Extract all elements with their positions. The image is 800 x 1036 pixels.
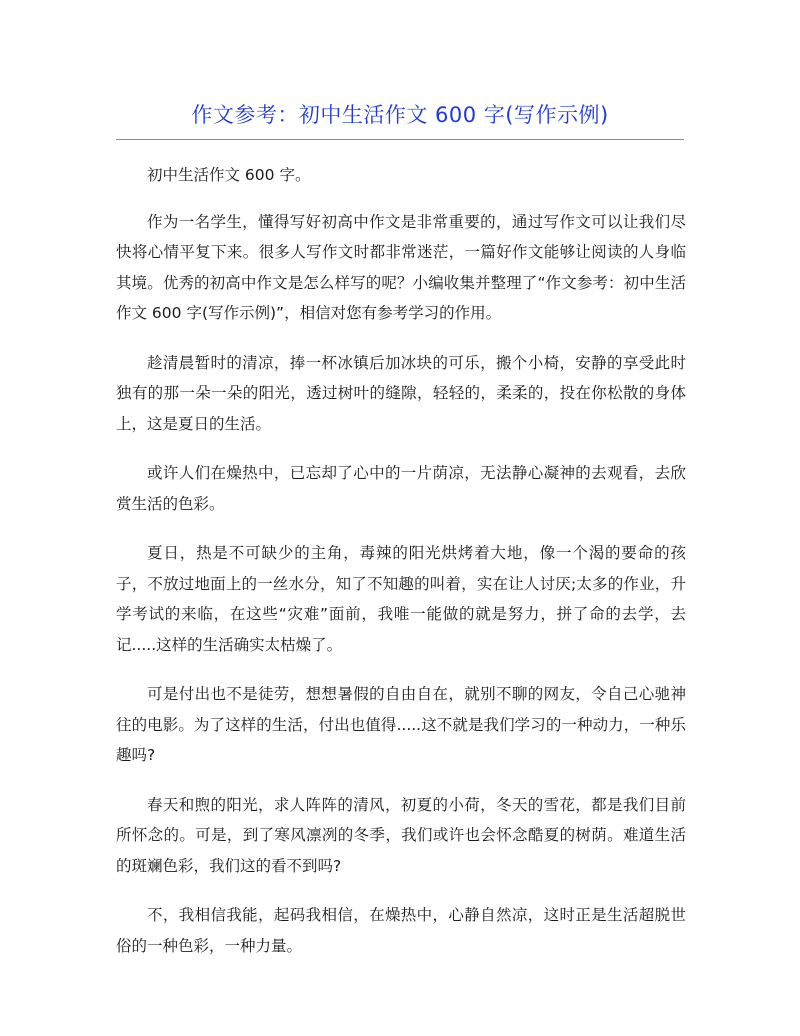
paragraph-7: 春天和煦的阳光，求人阵阵的清风，初夏的小荷，冬天的雪花，都是我们目前所怀念的。可是，到了寒风凛冽的冬季，我们或许也会怀念酷夏的树荫。难道生活的斑斓色彩，我们这的看不到吗? xyxy=(116,795,686,875)
document-body xyxy=(116,160,686,980)
page-title: 作文参考：初中生活作文 600 字(写作示例) xyxy=(191,103,609,127)
paragraph-2: 作为一名学生，懂得写好初高中作文是非常重要的，通过写作文可以让我们尽快将心情平复下来。很多人写作文时都非常迷茫，一篇好作文能够让阅读的人身临其境。优秀的初高中作文是怎么样写的呢？小编收集并整理了“作文参考：初中生活作文 600 字(写作示例)”，相信对您有参考学习的作用。 xyxy=(116,212,686,322)
paragraph-3: 趁清晨暂时的清凉，捧一杯冰镇后加冰块的可乐，搬个小椅，安静的享受此时独有的那一朵一朵的阳光，透过树叶的缝隙，轻轻的，柔柔的，投在你松散的身体上，这是夏日的生活。 xyxy=(116,353,686,433)
paragraph-6: 可是付出也不是徒劳，想想暑假的自由自在，就别不聊的网友，令自己心驰神往的电影。为了这样的生活，付出也值得.....这不就是我们学习的一种动力，一种乐趣吗? xyxy=(116,685,686,764)
paragraph-1: 初中生活作文 600 字。 xyxy=(147,166,311,184)
title-divider xyxy=(116,139,684,140)
paragraph-4: 或许人们在燥热中，已忘却了心中的一片荫凉，无法静心凝神的去观看，去欣赏生活的色彩。 xyxy=(116,464,686,513)
paragraph-8: 不，我相信我能，起码我相信，在燥热中，心静自然凉，这时正是生活超脱世俗的一种色彩，一种力量。 xyxy=(116,906,686,955)
paragraph-5: 夏日，热是不可缺少的主角，毒辣的阳光烘烤着大地，像一个渴的要命的孩子，不放过地面上的一丝水分，知了不知趣的叫着，实在让人讨厌;太多的作业，升学考试的来临，在这些“灾难”面前，我唯一能做的就是努力，拼了命的去学，去记.....这样的生活确实太枯燥了。 xyxy=(116,544,686,654)
